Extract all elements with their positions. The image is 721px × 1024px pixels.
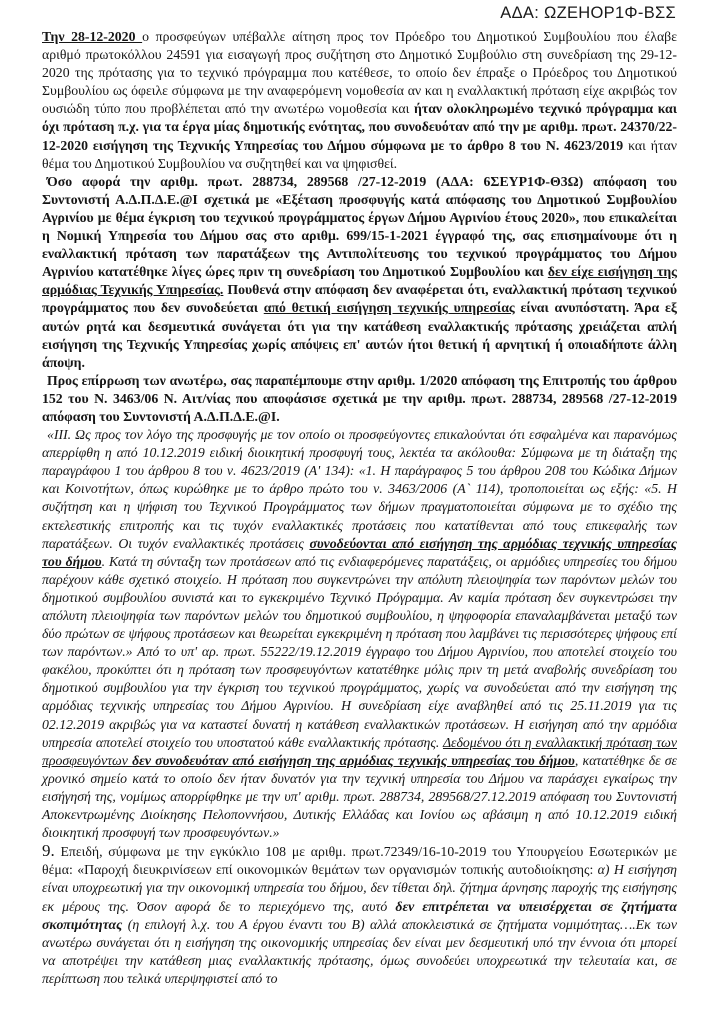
text-run: Πουθενά στην απόφαση δεν αναφέρεται ότι, εναλλακτική πρόταση τεχνικού προγράμματος που δεν συνοδεύεται bbox=[42, 282, 677, 316]
text-run: συνοδεύονται από εισήγηση της αρμόδιας τεχνικής υπηρεσίας του δήμου bbox=[42, 535, 677, 569]
text-run: Την 28-12-2020 bbox=[42, 29, 143, 44]
text-run: από θετική εισήγηση τεχνικής υπηρεσίας bbox=[263, 300, 515, 316]
text-run: είναι ανυπόστατη. Άρα εξ αυτών ρητά και δεσμευτικά συνάγεται ότι για την κατάθεση εναλλακτικής πρότασης χρειάζεται απλή εισήγηση της Τεχνικής Υπηρεσίας χωρίς απόψεις επ' αυτών ήτοι θετική ή αρνητική ή οποιαδήποτε άλλη άποψη. bbox=[42, 300, 677, 370]
text-run: Επειδή, σύμφωνα με την εγκύκλιο 108 με αριθμ. πρωτ.72349/16-10-2019 του Υπουργείου Εσωτερικών με θέμα: «Παροχή διευκρινίσεων επί οικονομικών θεμάτων των οργανισμών τοπικής αυτοδιοίκησης: bbox=[42, 844, 677, 878]
paragraph-protocol-24591 bbox=[42, 28, 677, 173]
document-body bbox=[42, 28, 677, 988]
text-run: Προς επίρρωση των ανωτέρω, σας παραπέμπουμε στην αριθμ. 1/2020 απόφαση της Επιτροπής του άρθρου 152 του Ν. 3463/06 Ν. Αιτ/νίας που αποφάσισε σχετικά με την αριθμ. πρωτ. 288734, 289568 /27-12-2019 απόφαση του Συντονιστή Α.Δ.Π.Δ.Ε.@Ι. bbox=[42, 372, 677, 424]
paragraph-quote-iii bbox=[42, 426, 677, 842]
text-run: δεν επιτρέπεται να υπεισέρχεται σε ζητήματα σκοπιμότητας bbox=[42, 898, 677, 932]
text-run: ήταν ολοκληρωμένο τεχνικό πρόγραμμα και όχι πρόταση π.χ. για τα έργα μίας δημοτικής ενότητας, που συνοδευόταν από την με αριθμ. πρωτ. 24370/22-12-2020 εισήγηση της Τεχνικής Υπηρεσίας του Δήμου σύμφωνα με το άρθρο 8 του Ν. 4623/2019 bbox=[42, 101, 678, 153]
paragraph-9-circular-108 bbox=[42, 842, 677, 988]
text-run: ο προσφεύγων υπέβαλλε αίτηση προς τον Πρόεδρο του Δημοτικού Συμβουλίου που έλαβε αριθμό πρωτοκόλλου 24591 για εισαγωγή προς συζήτηση στο Δημοτικό Συμβούλιο στη συνεδρίαση της 29-12-2020 της πρότασης για το τεχνικό πρόγραμμα που κατέθεσε, το οποίο δεν έπραξε ο Πρόεδρος του Δημοτικού Συμβουλίου ως όφειλε σύμφωνα με την αναφερόμενη νομοθεσία αν και η εναλλακτική πρόταση είχε ακριβώς τον ουσιώδη τύπο που προβλέπεται από την ανωτέρω νομοθεσία και bbox=[42, 29, 677, 117]
paragraph-committee-152 bbox=[42, 372, 677, 426]
text-run: , κατατέθηκε δε σε χρονικό σημείο κατά το οποίο δεν ήταν δυνατόν για την τεχνική υπηρεσία του Δήμου να παράσχει εγκαίρως την εισήγησή της, νομίμως απορρίφθηκε με την υπ' αριθμ. πρωτ. 288734, 289568/27.12.2019 απόφαση του Συντονιστή Αποκεντρωμένης Διοίκησης Πελοποννήσου, Δυτικής Ελλάδας και Ιονίου ως αβάσιμη η από 10.12.2019 ειδική διοικητική προσφυγή των προσφευγόντων.» bbox=[42, 752, 677, 841]
text-run: 9. bbox=[42, 841, 55, 861]
text-run: «ΙΙΙ. Ως προς τον λόγο της προσφυγής με τον οποίο οι προσφεύγοντες επικαλούνται ότι εσφαλμένα και παρανόμως απερρίφθη η από 10.12.2019 ειδική διοικητική προσφυγή τους, λεκτέα τα ακόλουθα: Σύμφωνα με τη διάταξη της παραγράφου 1 του άρθρου 8 του ν. 4623/2019 (Α' 134): «1. Η παράγραφος 5 του άρθρου 208 του Κώδικα Δήμων και Κοινοτήτων, όπως κυρώθηκε με το άρθρο πρώτο του ν. 3463/2006 (Α` 114), τροποποιείται ως εξής: «5. Η συζήτηση και η ψήφιση του Τεχνικού Προγράμματος των δήμων πραγματοποιείται σύμφωνα με το σχέδιο της εκτελεστικής επιτροπής και τις τυχόν εναλλακτικές προτάσεις που κατατίθενται από τους επικεφαλής των παρατάξεων. Οι τυχόν εναλλακτικές προτάσεις bbox=[42, 427, 677, 551]
text-run: και ήταν θέμα του Δημοτικού Συμβουλίου να συζητηθεί και να ψηφισθεί. bbox=[42, 137, 677, 171]
text-run: δεν είχε εισήγηση της αρμόδιας Τεχνικής Υπηρεσίας. bbox=[42, 264, 677, 298]
paragraph-decision-288734 bbox=[42, 173, 677, 372]
text-run: Όσο αφορά την αριθμ. πρωτ. 288734, 289568 /27-12-2019 (ΑΔΑ: 6ΣΕΥΡ1Φ-Θ3Ω) απόφαση του Συντονιστή Α.Δ.Π.Δ.Ε.@Ι σχετικά με «Εξέταση προσφυγής κατά απόφασης του Δημοτικού Συμβουλίου Αγρινίου με θέμα έγκριση του τεχνικού προγράμματος έργων Δήμου Αγρινίου έτους 2020», που επικαλείται η Νομική Υπηρεσία του Δήμου σας στο αριθμ. 699/15-1-2021 έγγραφό της, σας επισημαίνουμε ότι η εναλλακτική πρόταση των παρατάξεων της Αντιπολίτευσης του τεχνικού προγράμματος του Δήμου Αγρινίου κατατέθηκε λίγες ώρες πριν τη συνεδρίαση του Δημοτικού Συμβουλίου και bbox=[42, 173, 677, 280]
text-run: . Κατά τη σύνταξη των προτάσεων από τις ενδιαφερόμενες παρατάξεις, οι αρμόδιες υπηρεσίες του δήμου παρέχουν κάθε σχετικό στοιχείο. Η πρόταση που συγκεντρώνει την απόλυτη πλειοψηφία των παρόντων μελών του δημοτικού συμβουλίου συνιστά και το εγκεκριμένο Τεχνικό Πρόγραμμα. Αν καμία πρόταση δεν συγκεντρώσει την απόλυτη πλειοψηφία των παρόντων μελών του δημοτικού συμβουλίου, η ψηφοφορία επαναλαμβάνεται μεταξύ των δύο πρώτων σε ψήφους προτάσεων και θεωρείται εγκεκριμένη η πρόταση που λαμβάνει τις περισσότερες ψήφους επί των παρόντων.» Από το υπ' αρ. πρωτ. 55222/19.12.2019 έγγραφο του Δήμου Αγρινίου, που αποτελεί στοιχείο του φακέλου, προκύπτει ότι η πρόταση των προσφευγόντων κατατέθηκε μόλις πριν τη μετά αναβολής συνεδρίαση του δημοτικού συμβουλίου για την έγκριση του τεχνικού προγράμματος, χωρίς να συνοδεύεται από την εισήγηση της αρμόδιας τεχνικής υπηρεσίας του Δήμου Αγρινίου. Η συνεδρίαση είχε αναβληθεί από τις 25.11.2019 για τις 02.12.2019 ακριβώς για να καταστεί δυνατή η κατάθεση εναλλακτικών προτάσεων. Η εισήγηση από την αρμόδια υπηρεσία αποτελεί στοιχείο του υποστατού κάθε εναλλακτικής πρότασης. bbox=[42, 553, 677, 750]
text-run: δεν συνοδευόταν από εισήγηση της αρμόδιας τεχνικής υπηρεσίας του δήμου bbox=[132, 752, 575, 768]
text-run: Δεδομένου ότι η εναλλακτική πρόταση των προσφευγόντων bbox=[42, 734, 677, 768]
text-run: α) Η εισήγηση είναι υποχρεωτική για την οικονομική υπηρεσία του δήμου, δεν τίθεται δηλ. ζήτημα άρνησης παροχής της εισήγησης εκ μέρους της. Όσον αφορά δε το περιεχόμενο της, αυτό bbox=[42, 862, 677, 914]
ada-code: ΑΔΑ: ΩΖΕΗΟΡ1Φ-ΒΣΣ bbox=[500, 4, 676, 22]
text-run: (η επιλογή λ.χ. του Α έργου έναντι του Β) αλλά αποκλειστικά σε ζητήματα νομιμότητας….Εκ των ανωτέρω συνάγεται ότι η εισήγηση της οικονομικής υπηρεσίας δεν είναι μεν δεσμευτική υπό την έννοια ότι μπορεί να αποτρέψει την κατάθεση μιας εναλλακτικής πρότασης, όμως συνοδεύει υποχρεωτικά την τελευταία και, σε περίπτωση που τελικά υπερψηφιστεί από το bbox=[42, 916, 677, 986]
